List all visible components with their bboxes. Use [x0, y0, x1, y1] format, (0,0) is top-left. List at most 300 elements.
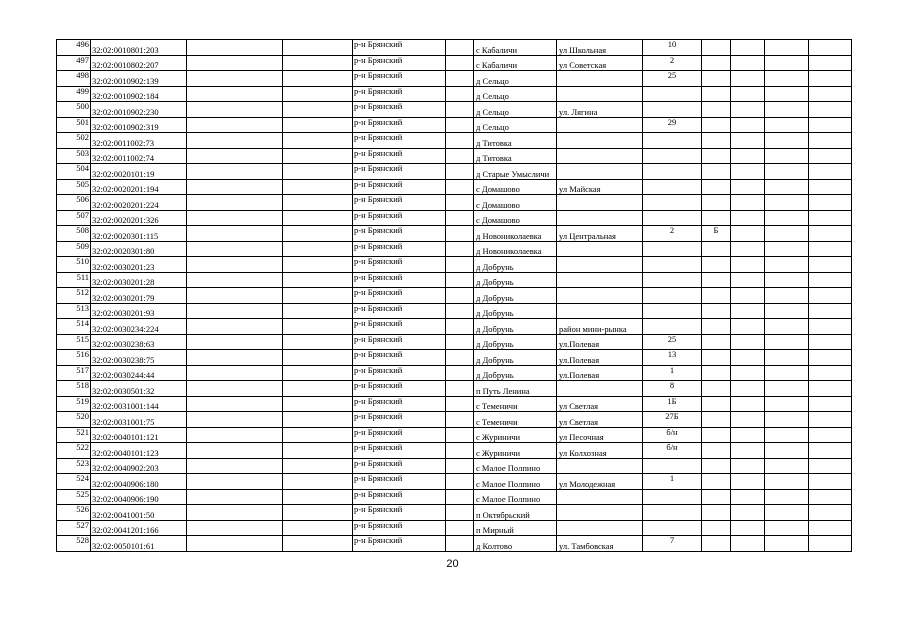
table-body: [57, 40, 852, 552]
empty-cell: [809, 148, 852, 164]
cadastral-number-cell: 32:02:0020101:19: [91, 164, 187, 180]
empty-cell: [446, 334, 474, 350]
empty-cell: [283, 474, 353, 490]
row-number-cell: 516: [57, 350, 91, 366]
house-cell: 10: [643, 40, 702, 56]
cadastral-number-cell: 32:02:0020201:224: [91, 195, 187, 211]
district-cell: р-н Брянский: [353, 179, 446, 195]
row-number-cell: 510: [57, 257, 91, 273]
cadastral-number-cell: 32:02:0040101:121: [91, 427, 187, 443]
empty-cell: [446, 210, 474, 226]
empty-cell: [765, 443, 809, 459]
table-row: [57, 241, 852, 257]
locality-cell: д Титовка: [474, 148, 557, 164]
empty-cell: [187, 474, 283, 490]
empty-cell: [187, 86, 283, 102]
building-cell: [702, 303, 731, 319]
house-cell: 13: [643, 350, 702, 366]
empty-cell: [446, 474, 474, 490]
locality-cell: д Добрунь: [474, 350, 557, 366]
street-cell: [557, 303, 643, 319]
cadastral-number-cell: 32:02:0010802:207: [91, 55, 187, 71]
cadastral-number-cell: 32:02:0040906:190: [91, 489, 187, 505]
empty-cell: [187, 334, 283, 350]
house-cell: [643, 133, 702, 149]
row-number-cell: 524: [57, 474, 91, 490]
empty-cell: [809, 117, 852, 133]
empty-cell: [809, 396, 852, 412]
empty-cell: [765, 381, 809, 397]
empty-cell: [187, 319, 283, 335]
locality-cell: д Титовка: [474, 133, 557, 149]
table-row: [57, 288, 852, 304]
district-cell: р-н Брянский: [353, 303, 446, 319]
table-row: [57, 334, 852, 350]
empty-cell: [446, 55, 474, 71]
house-cell: 25: [643, 334, 702, 350]
empty-cell: [446, 71, 474, 87]
street-cell: [557, 381, 643, 397]
empty-cell: [446, 257, 474, 273]
empty-cell: [187, 288, 283, 304]
empty-cell: [731, 489, 765, 505]
empty-cell: [187, 303, 283, 319]
locality-cell: д Добрунь: [474, 288, 557, 304]
empty-cell: [187, 536, 283, 552]
empty-cell: [809, 536, 852, 552]
empty-cell: [187, 427, 283, 443]
cadastral-number-cell: 32:02:0030238:75: [91, 350, 187, 366]
table-row: [57, 350, 852, 366]
empty-cell: [731, 195, 765, 211]
empty-cell: [446, 117, 474, 133]
house-cell: [643, 520, 702, 536]
empty-cell: [809, 40, 852, 56]
empty-cell: [809, 102, 852, 118]
district-cell: р-н Брянский: [353, 210, 446, 226]
empty-cell: [809, 210, 852, 226]
street-cell: ул Майская: [557, 179, 643, 195]
table-row: [57, 303, 852, 319]
table-row: [57, 489, 852, 505]
locality-cell: с Теменичи: [474, 396, 557, 412]
district-cell: р-н Брянский: [353, 133, 446, 149]
district-cell: р-н Брянский: [353, 443, 446, 459]
locality-cell: с Теменичи: [474, 412, 557, 428]
locality-cell: с Журиничи: [474, 427, 557, 443]
locality-cell: д Новониколаевка: [474, 241, 557, 257]
empty-cell: [765, 427, 809, 443]
locality-cell: д Новониколаевка: [474, 226, 557, 242]
empty-cell: [446, 195, 474, 211]
district-cell: р-н Брянский: [353, 71, 446, 87]
empty-cell: [187, 241, 283, 257]
empty-cell: [283, 179, 353, 195]
house-cell: [643, 303, 702, 319]
house-cell: [643, 458, 702, 474]
empty-cell: [446, 412, 474, 428]
cadastral-number-cell: 32:02:0031001:144: [91, 396, 187, 412]
empty-cell: [187, 133, 283, 149]
building-cell: [702, 319, 731, 335]
table-row: [57, 520, 852, 536]
street-cell: [557, 71, 643, 87]
empty-cell: [446, 133, 474, 149]
table-row: [57, 55, 852, 71]
street-cell: ул Колхозная: [557, 443, 643, 459]
table-row: [57, 102, 852, 118]
cadastral-number-cell: 32:02:0011002:73: [91, 133, 187, 149]
empty-cell: [283, 489, 353, 505]
cadastral-number-cell: 32:02:0040906:180: [91, 474, 187, 490]
building-cell: [702, 474, 731, 490]
cadastral-number-cell: 32:02:0030201:93: [91, 303, 187, 319]
street-cell: [557, 241, 643, 257]
table-row: [57, 86, 852, 102]
empty-cell: [809, 164, 852, 180]
records-table: [56, 39, 852, 552]
empty-cell: [187, 195, 283, 211]
building-cell: [702, 272, 731, 288]
cadastral-number-cell: 32:02:0030234:224: [91, 319, 187, 335]
house-cell: [643, 319, 702, 335]
street-cell: [557, 133, 643, 149]
row-number-cell: 527: [57, 520, 91, 536]
locality-cell: д Старые Умысличи: [474, 164, 557, 180]
empty-cell: [446, 489, 474, 505]
street-cell: [557, 489, 643, 505]
empty-cell: [283, 164, 353, 180]
table-row: [57, 474, 852, 490]
row-number-cell: 506: [57, 195, 91, 211]
cadastral-number-cell: 32:02:0030201:23: [91, 257, 187, 273]
house-cell: [643, 195, 702, 211]
house-cell: [643, 86, 702, 102]
building-cell: [702, 443, 731, 459]
empty-cell: [765, 520, 809, 536]
empty-cell: [283, 55, 353, 71]
empty-cell: [283, 102, 353, 118]
street-cell: район мини-рынка: [557, 319, 643, 335]
building-cell: [702, 241, 731, 257]
empty-cell: [765, 319, 809, 335]
empty-cell: [283, 443, 353, 459]
empty-cell: [283, 365, 353, 381]
empty-cell: [187, 520, 283, 536]
row-number-cell: 519: [57, 396, 91, 412]
house-cell: [643, 164, 702, 180]
street-cell: [557, 272, 643, 288]
empty-cell: [283, 40, 353, 56]
street-cell: [557, 86, 643, 102]
empty-cell: [731, 148, 765, 164]
building-cell: [702, 288, 731, 304]
district-cell: р-н Брянский: [353, 396, 446, 412]
building-cell: [702, 102, 731, 118]
empty-cell: [446, 40, 474, 56]
building-cell: [702, 381, 731, 397]
empty-cell: [283, 210, 353, 226]
cadastral-number-cell: 32:02:0030244:44: [91, 365, 187, 381]
empty-cell: [809, 55, 852, 71]
street-cell: [557, 148, 643, 164]
table-row: [57, 257, 852, 273]
empty-cell: [446, 272, 474, 288]
district-cell: р-н Брянский: [353, 55, 446, 71]
empty-cell: [283, 350, 353, 366]
empty-cell: [765, 396, 809, 412]
cadastral-number-cell: 32:02:0010902:184: [91, 86, 187, 102]
empty-cell: [187, 396, 283, 412]
empty-cell: [283, 257, 353, 273]
locality-cell: п Октябрьский: [474, 505, 557, 521]
district-cell: р-н Брянский: [353, 427, 446, 443]
row-number-cell: 520: [57, 412, 91, 428]
locality-cell: д Добрунь: [474, 257, 557, 273]
empty-cell: [283, 381, 353, 397]
empty-cell: [187, 505, 283, 521]
cadastral-number-cell: 32:02:0010902:319: [91, 117, 187, 133]
empty-cell: [765, 210, 809, 226]
empty-cell: [731, 210, 765, 226]
street-cell: [557, 458, 643, 474]
building-cell: [702, 396, 731, 412]
house-cell: [643, 272, 702, 288]
cadastral-number-cell: 32:02:0020201:326: [91, 210, 187, 226]
empty-cell: [731, 396, 765, 412]
table-row: [57, 272, 852, 288]
empty-cell: [809, 179, 852, 195]
empty-cell: [809, 350, 852, 366]
empty-cell: [731, 226, 765, 242]
street-cell: ул Светлая: [557, 396, 643, 412]
empty-cell: [187, 257, 283, 273]
empty-cell: [809, 86, 852, 102]
district-cell: р-н Брянский: [353, 86, 446, 102]
row-number-cell: 515: [57, 334, 91, 350]
district-cell: р-н Брянский: [353, 195, 446, 211]
empty-cell: [446, 396, 474, 412]
street-cell: [557, 210, 643, 226]
row-number-cell: 522: [57, 443, 91, 459]
street-cell: ул Центральная: [557, 226, 643, 242]
locality-cell: д Добрунь: [474, 319, 557, 335]
district-cell: р-н Брянский: [353, 148, 446, 164]
empty-cell: [809, 520, 852, 536]
empty-cell: [731, 474, 765, 490]
locality-cell: д Добрунь: [474, 303, 557, 319]
locality-cell: с Малое Полпино: [474, 458, 557, 474]
empty-cell: [731, 319, 765, 335]
house-cell: [643, 505, 702, 521]
cadastral-number-cell: 32:02:0041001:50: [91, 505, 187, 521]
empty-cell: [731, 179, 765, 195]
empty-cell: [283, 520, 353, 536]
empty-cell: [809, 288, 852, 304]
empty-cell: [809, 427, 852, 443]
row-number-cell: 502: [57, 133, 91, 149]
empty-cell: [446, 350, 474, 366]
empty-cell: [765, 288, 809, 304]
building-cell: [702, 179, 731, 195]
row-number-cell: 521: [57, 427, 91, 443]
house-cell: б/н: [643, 443, 702, 459]
empty-cell: [809, 443, 852, 459]
empty-cell: [731, 458, 765, 474]
table-row: [57, 148, 852, 164]
empty-cell: [283, 427, 353, 443]
table-row: [57, 443, 852, 459]
street-cell: ул. Лягина: [557, 102, 643, 118]
empty-cell: [283, 536, 353, 552]
district-cell: р-н Брянский: [353, 520, 446, 536]
empty-cell: [283, 272, 353, 288]
street-cell: [557, 288, 643, 304]
district-cell: р-н Брянский: [353, 226, 446, 242]
empty-cell: [731, 536, 765, 552]
empty-cell: [187, 489, 283, 505]
empty-cell: [731, 55, 765, 71]
empty-cell: [446, 179, 474, 195]
empty-cell: [446, 443, 474, 459]
locality-cell: с Малое Полпино: [474, 489, 557, 505]
empty-cell: [731, 257, 765, 273]
empty-cell: [809, 489, 852, 505]
table-row: [57, 396, 852, 412]
empty-cell: [731, 505, 765, 521]
table-row: [57, 319, 852, 335]
empty-cell: [765, 536, 809, 552]
district-cell: р-н Брянский: [353, 536, 446, 552]
empty-cell: [283, 505, 353, 521]
building-cell: [702, 40, 731, 56]
table-row: [57, 505, 852, 521]
row-number-cell: 501: [57, 117, 91, 133]
building-cell: [702, 520, 731, 536]
empty-cell: [765, 489, 809, 505]
empty-cell: [187, 117, 283, 133]
cadastral-number-cell: 32:02:0011002:74: [91, 148, 187, 164]
cadastral-number-cell: 32:02:0030201:28: [91, 272, 187, 288]
empty-cell: [765, 148, 809, 164]
row-number-cell: 517: [57, 365, 91, 381]
empty-cell: [765, 241, 809, 257]
street-cell: ул.Полевая: [557, 350, 643, 366]
cadastral-number-cell: 32:02:0010902:230: [91, 102, 187, 118]
street-cell: ул Светлая: [557, 412, 643, 428]
house-cell: 2: [643, 55, 702, 71]
empty-cell: [765, 458, 809, 474]
locality-cell: д Добрунь: [474, 272, 557, 288]
empty-cell: [731, 443, 765, 459]
empty-cell: [283, 241, 353, 257]
empty-cell: [809, 257, 852, 273]
house-cell: [643, 148, 702, 164]
row-number-cell: 514: [57, 319, 91, 335]
cadastral-number-cell: 32:02:0020301:115: [91, 226, 187, 242]
empty-cell: [731, 381, 765, 397]
empty-cell: [765, 272, 809, 288]
row-number-cell: 504: [57, 164, 91, 180]
locality-cell: д Сельцо: [474, 71, 557, 87]
house-cell: 29: [643, 117, 702, 133]
empty-cell: [446, 520, 474, 536]
empty-cell: [283, 148, 353, 164]
street-cell: [557, 117, 643, 133]
row-number-cell: 507: [57, 210, 91, 226]
building-cell: [702, 334, 731, 350]
row-number-cell: 498: [57, 71, 91, 87]
house-cell: 27Б: [643, 412, 702, 428]
house-cell: [643, 489, 702, 505]
cadastral-number-cell: 32:02:0030238:63: [91, 334, 187, 350]
locality-cell: д Добрунь: [474, 365, 557, 381]
empty-cell: [731, 350, 765, 366]
empty-cell: [446, 226, 474, 242]
row-number-cell: 525: [57, 489, 91, 505]
row-number-cell: 503: [57, 148, 91, 164]
building-cell: [702, 195, 731, 211]
table-row: [57, 226, 852, 242]
empty-cell: [187, 365, 283, 381]
table-row: [57, 117, 852, 133]
row-number-cell: 497: [57, 55, 91, 71]
table-row: [57, 195, 852, 211]
cadastral-number-cell: 32:02:0041201:166: [91, 520, 187, 536]
empty-cell: [809, 458, 852, 474]
street-cell: [557, 520, 643, 536]
empty-cell: [809, 334, 852, 350]
locality-cell: с Домашово: [474, 210, 557, 226]
empty-cell: [731, 133, 765, 149]
empty-cell: [765, 55, 809, 71]
locality-cell: д Сельцо: [474, 86, 557, 102]
empty-cell: [187, 164, 283, 180]
street-cell: ул. Тамбовская: [557, 536, 643, 552]
building-cell: [702, 164, 731, 180]
district-cell: р-н Брянский: [353, 102, 446, 118]
cadastral-number-cell: 32:02:0020201:194: [91, 179, 187, 195]
district-cell: р-н Брянский: [353, 474, 446, 490]
empty-cell: [187, 55, 283, 71]
empty-cell: [765, 164, 809, 180]
cadastral-number-cell: 32:02:0030501:32: [91, 381, 187, 397]
building-cell: [702, 210, 731, 226]
empty-cell: [765, 303, 809, 319]
district-cell: р-н Брянский: [353, 350, 446, 366]
building-cell: [702, 133, 731, 149]
district-cell: р-н Брянский: [353, 505, 446, 521]
empty-cell: [283, 396, 353, 412]
district-cell: р-н Брянский: [353, 272, 446, 288]
district-cell: р-н Брянский: [353, 458, 446, 474]
empty-cell: [731, 86, 765, 102]
empty-cell: [187, 458, 283, 474]
empty-cell: [809, 505, 852, 521]
table-row: [57, 536, 852, 552]
empty-cell: [283, 195, 353, 211]
empty-cell: [187, 443, 283, 459]
cadastral-number-cell: 32:02:0040101:123: [91, 443, 187, 459]
empty-cell: [809, 303, 852, 319]
row-number-cell: 499: [57, 86, 91, 102]
street-cell: [557, 257, 643, 273]
empty-cell: [765, 474, 809, 490]
building-cell: [702, 350, 731, 366]
empty-cell: [187, 210, 283, 226]
empty-cell: [283, 226, 353, 242]
street-cell: ул.Полевая: [557, 334, 643, 350]
